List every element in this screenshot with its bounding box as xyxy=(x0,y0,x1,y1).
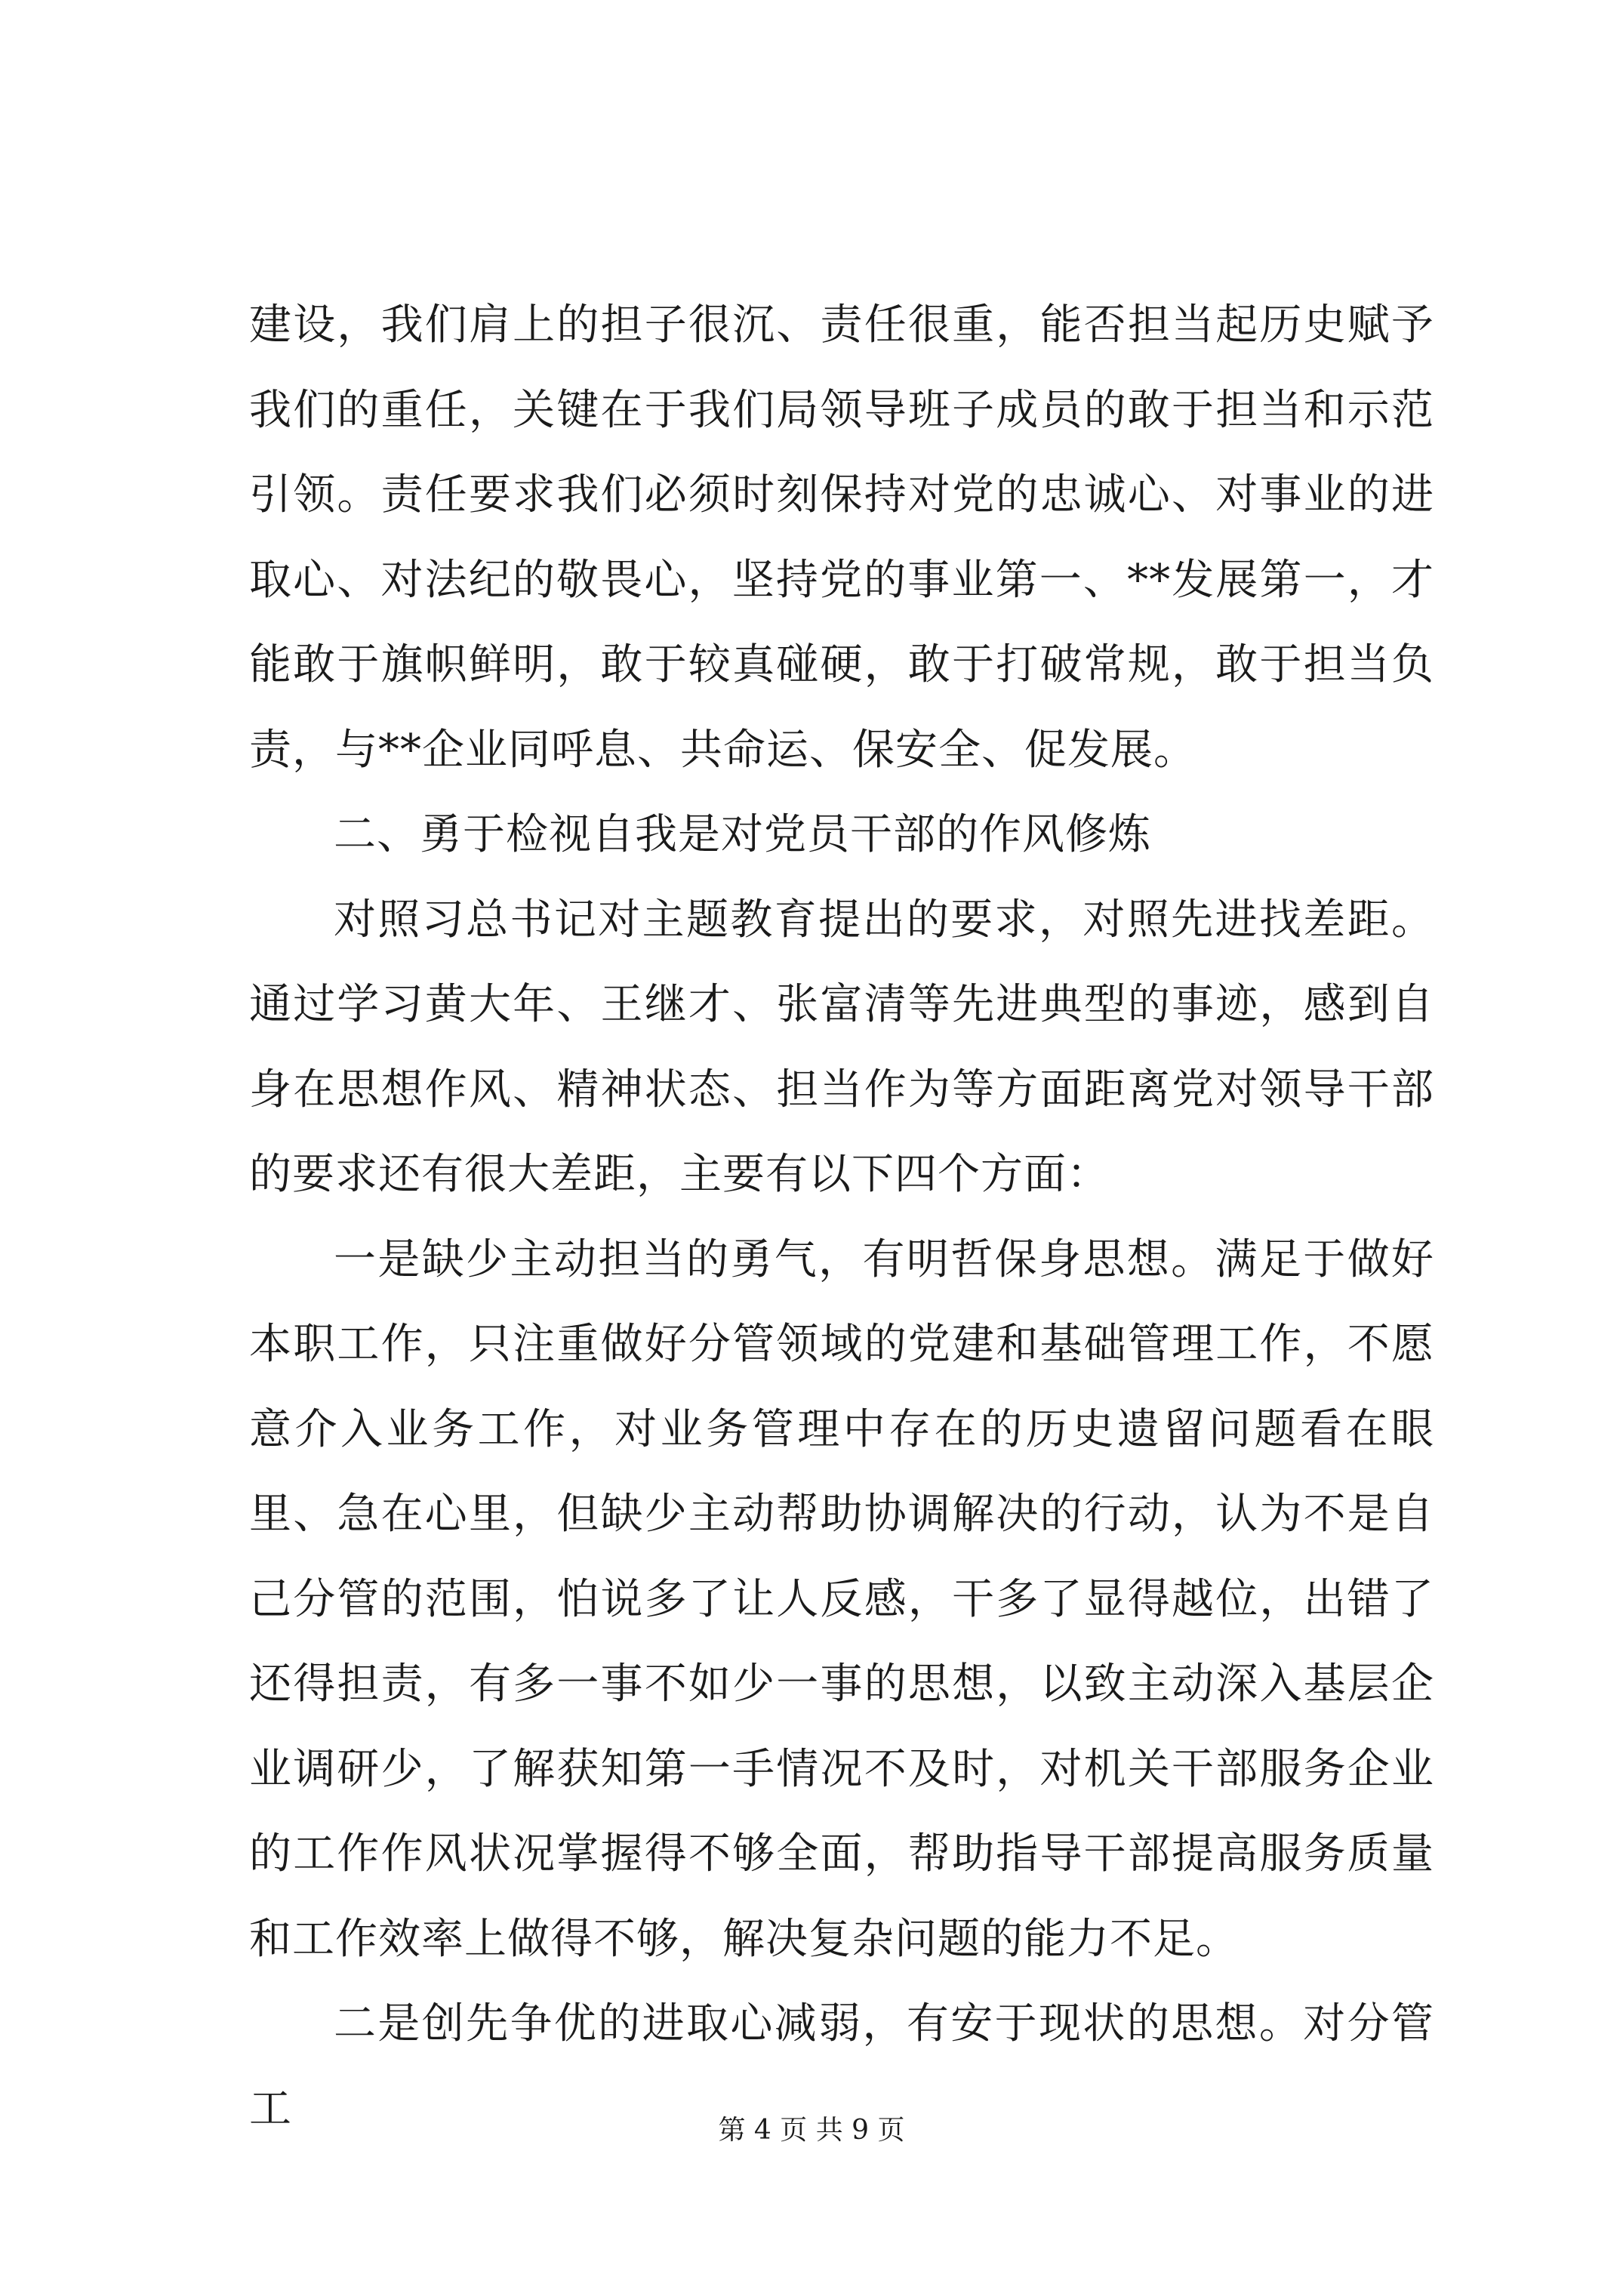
paragraph-point-one: 一是缺少主动担当的勇气，有明哲保身思想。满足于做好本职工作，只注重做好分管领域的党建和基础管理工作，不愿意介入业务工作，对业务管理中存在的历史遗留问题看在眼里、急在心里，但缺少主动帮助协调解决的行动，认为不是自己分管的范围，怕说多了让人反感，干多了显得越位，出错了还得担责，有多一事不如少一事的思想，以致主动深入基层企业调研少，了解获知第一手情况不及时，对机关干部服务企业的工作作风状况掌握得不够全面，帮助指导干部提高服务质量和工作效率上做得不够，解决复杂问题的能力不足。 xyxy=(249,1234,1434,1964)
paragraph-comparison: 对照习总书记对主题教育提出的要求，对照先进找差距。通过学习黄大年、王继才、张富清等先进典型的事迹，感到自身在思想作风、精神状态、担当作为等方面距离党对领导干部的要求还有很大差距，主要有以下四个方面： xyxy=(249,895,1434,1199)
section-heading: 二、勇于检视自我是对党员干部的作风修炼 xyxy=(334,810,1151,859)
paragraph-continuation: 建设，我们肩上的担子很沉、责任很重，能否担当起历史赋予我们的重任，关键在于我们局领导班子成员的敢于担当和示范引领。责任要求我们必须时刻保持对党的忠诚心、对事业的进取心、对法纪的敬畏心，坚持党的事业第一、**发展第一，才能敢于旗帜鲜明，敢于较真碰硬，敢于打破常规，敢于担当负责，与**企业同呼息、共命运、保安全、促发展。 xyxy=(249,300,1434,775)
paragraph-point-two: 二是创先争优的进取心减弱，有安于现状的思想。对分管工 xyxy=(249,1999,1434,2134)
page-footer: 第 4 页 共 9 页 xyxy=(718,2115,905,2146)
document-body xyxy=(249,283,1434,2152)
